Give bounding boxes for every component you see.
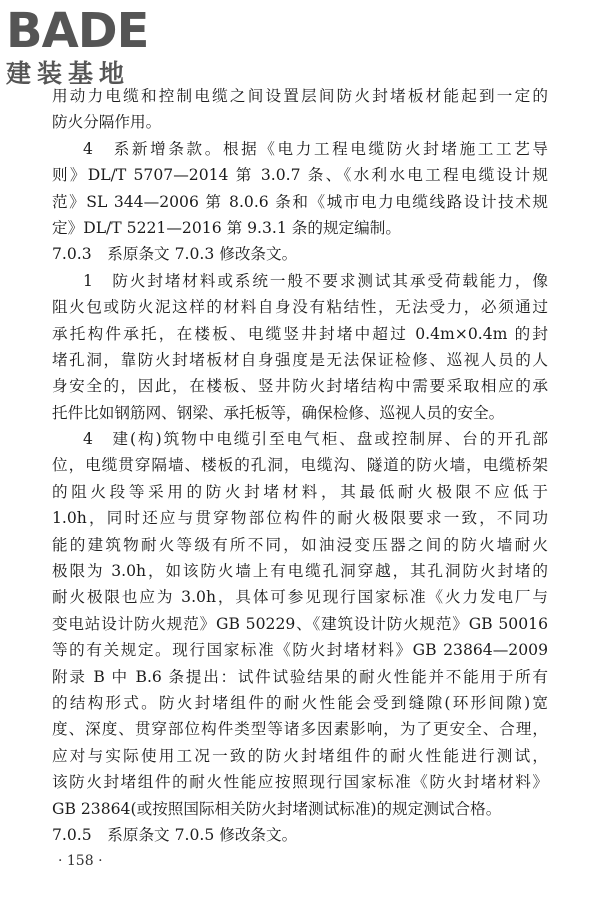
text-line: 用动力电缆和控制电缆之间设置层间防火封堵板材能起到一定的 xyxy=(52,87,548,105)
clause-1-paragraph: 1 防火封堵材料或系统一般不要求测试其承受荷载能力，像 xyxy=(83,271,548,290)
section-heading-7-0-5: 7.0.5 系原条文 7.0.5 修改条文。 xyxy=(52,825,298,844)
text-line: 范》SL 344—2006 第 8.0.6 条和《城市电力电缆线路设计技术规 xyxy=(52,192,548,211)
text-line: 防火分隔作用。 xyxy=(52,113,162,132)
logo-chinese-name: 建装基地 xyxy=(6,59,131,88)
text-line: 的阻火段等采用的防火封堵材料，其最低耐火极限不应低于 xyxy=(52,482,548,501)
page-number: · 158 · xyxy=(58,853,103,869)
document-body xyxy=(52,83,548,848)
text-line: 耐火极限也应为 3.0h，具体可参见现行国家标准《火力发电厂与 xyxy=(52,588,548,607)
text-line: 堵孔洞，靠防火封堵板材自身强度是无法保证检修、巡视人员的人 xyxy=(52,350,548,369)
logo-wordmark: BADE xyxy=(6,3,149,59)
text-line: 则》DL/T 5707—2014 第 3.0.7 条、《水利水电工程电缆设计规 xyxy=(52,166,548,185)
text-line: 托件比如钢筋网、钢梁、承托板等，确保检修、巡视人员的安全。 xyxy=(52,403,505,422)
text-line: 附录 B 中 B.6 条提出：试件试验结果的耐火性能并不能用于所有 xyxy=(52,667,548,686)
text-line: 身安全的，因此，在楼板、竖井防火封堵结构中需要采取相应的承 xyxy=(52,377,548,396)
text-line: GB 23864(或按照国际相关防火封堵测试标准)的规定测试合格。 xyxy=(52,799,502,818)
text-line: 极限为 3.0h，如该防火墙上有电缆孔洞穿越，其孔洞防火封堵的 xyxy=(52,562,548,581)
text-line: 度、深度、贯穿部位构件类型等诸多因素影响，为了更安全、合理， xyxy=(52,720,548,739)
section-heading-7-0-3: 7.0.3 系原条文 7.0.3 修改条文。 xyxy=(52,245,298,264)
text-line: 定》DL/T 5221—2016 第 9.3.1 条的规定编制。 xyxy=(52,218,401,237)
clause-4-paragraph: 4 建(构)筑物中电缆引至电气柜、盘或控制屏、台的开孔部 xyxy=(83,430,548,449)
text-line: 变电站设计防火规范》GB 50229、《建筑设计防火规范》GB 50016 xyxy=(52,614,548,633)
text-line: 能的建筑物耐火等级有所不同，如油浸变压器之间的防火墙耐火 xyxy=(52,535,548,554)
text-line: 该防火封堵组件的耐火性能应按照现行国家标准《防火封堵材料》 xyxy=(52,773,548,792)
text-line: 阻火包或防火泥这样的材料自身没有粘结性，无法受力，必须通过 xyxy=(52,298,548,317)
text-line: 位，电缆贯穿隔墙、楼板的孔洞，电缆沟、隧道的防火墙，电缆桥架 xyxy=(52,456,548,475)
text-line: 的结构形式。防火封堵组件的耐火性能会受到缝隙(环形间隙)宽 xyxy=(52,693,548,712)
clause-4-paragraph: 4 系新增条款。根据《电力工程电缆防火封堵施工工艺导 xyxy=(83,139,548,158)
text-line: 等的有关规定。现行国家标准《防火封堵材料》GB 23864—2009 xyxy=(52,641,548,660)
logo xyxy=(6,4,176,94)
text-line: 1.0h，同时还应与贯穿物部位构件的耐火极限要求一致，不同功 xyxy=(52,509,548,528)
text-line: 应对与实际使用工况一致的防火封堵组件的耐火性能进行测试， xyxy=(52,746,548,765)
text-line: 承托构件承托，在楼板、电缆竖井封堵中超过 0.4m×0.4m 的封 xyxy=(52,324,548,343)
